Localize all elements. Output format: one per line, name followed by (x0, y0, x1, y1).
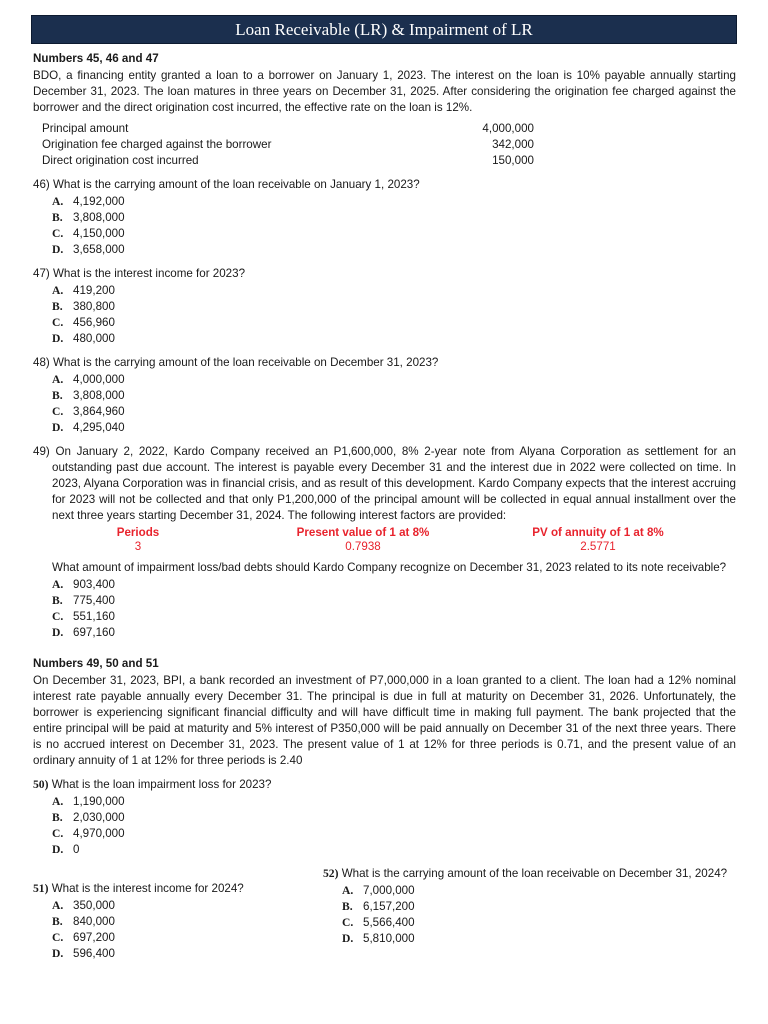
given-row (42, 153, 534, 169)
option-value: 3,808,000 (73, 389, 125, 402)
option-value: 4,295,040 (73, 421, 125, 434)
option-letter: C. (52, 610, 64, 623)
option-letter: D. (52, 243, 64, 256)
option-letter: D. (52, 947, 64, 960)
given-value: 342,000 (492, 138, 534, 151)
question-46 (33, 177, 736, 258)
option-value: 350,000 (73, 899, 115, 912)
option-value: 456,960 (73, 316, 115, 329)
option-value: 697,160 (73, 626, 115, 639)
question-51 (33, 881, 323, 962)
answer-options (52, 794, 736, 858)
factor-column (483, 526, 713, 554)
answer-option (52, 226, 736, 242)
option-value: 5,566,400 (363, 916, 415, 929)
answer-options (52, 372, 736, 436)
answer-option (52, 315, 736, 331)
answer-option (342, 931, 736, 947)
option-letter: B. (52, 594, 63, 607)
given-value: 150,000 (492, 154, 534, 167)
option-letter: B. (342, 900, 353, 913)
question-text: 48) What is the carrying amount of the loan receivable on December 31, 2023? (33, 356, 439, 369)
option-value: 596,400 (73, 947, 115, 960)
option-letter: C. (52, 227, 64, 240)
two-column-questions (33, 866, 736, 962)
factor-column (243, 526, 483, 554)
option-value: 419,200 (73, 284, 115, 297)
answer-option (52, 388, 736, 404)
answer-option (52, 794, 736, 810)
question-number: 52) (323, 867, 339, 880)
option-value: 4,000,000 (73, 373, 125, 386)
question-49 (33, 444, 736, 641)
option-letter: C. (52, 827, 64, 840)
given-data-table (42, 121, 534, 169)
factor-value: 0.7938 (345, 540, 381, 553)
option-value: 5,810,000 (363, 932, 415, 945)
question-body: What is the interest income for 2024? (51, 882, 244, 895)
question-text (33, 881, 323, 897)
option-value: 0 (73, 843, 80, 856)
answer-option (342, 915, 736, 931)
option-letter: D. (342, 932, 354, 945)
given-label: Direct origination cost incurred (42, 154, 199, 167)
answer-options (342, 883, 736, 947)
interest-factors-table (33, 526, 736, 554)
option-value: 4,192,000 (73, 195, 125, 208)
question-text (33, 777, 736, 793)
answer-option (52, 898, 323, 914)
option-value: 903,400 (73, 578, 115, 591)
option-value: 551,160 (73, 610, 115, 623)
option-letter: C. (52, 931, 64, 944)
answer-option (52, 299, 736, 315)
answer-options (52, 194, 736, 258)
option-letter: C. (342, 916, 354, 929)
given-label: Principal amount (42, 122, 129, 135)
factor-head: Periods (116, 526, 160, 539)
given-row (42, 121, 534, 137)
section-title: Numbers 45, 46 and 47 (33, 52, 159, 65)
document-content (33, 52, 736, 962)
given-value: 4,000,000 (482, 122, 534, 135)
factor-head: PV of annuity of 1 at 8% (532, 526, 664, 539)
option-letter: B. (52, 811, 63, 824)
answer-option (52, 242, 736, 258)
question-text (323, 866, 736, 882)
option-value: 4,970,000 (73, 827, 125, 840)
option-value: 697,200 (73, 931, 115, 944)
answer-option (52, 914, 323, 930)
answer-option (52, 593, 736, 609)
question-52 (323, 866, 736, 962)
option-letter: D. (52, 626, 64, 639)
option-value: 3,864,960 (73, 405, 125, 418)
option-value: 3,658,000 (73, 243, 125, 256)
option-letter: B. (52, 211, 63, 224)
option-letter: A. (342, 884, 354, 897)
factor-value: 3 (134, 540, 142, 553)
option-letter: B. (52, 300, 63, 313)
answer-option (52, 826, 736, 842)
answer-option (52, 625, 736, 641)
answer-option (52, 930, 323, 946)
answer-option (52, 810, 736, 826)
answer-option (52, 609, 736, 625)
answer-option (52, 420, 736, 436)
option-value: 6,157,200 (363, 900, 415, 913)
question-text: 49) On January 2, 2022, Kardo Company received an P1,600,000, 8% 2-year note from Alyana Corporation as settlement for an outstanding past due account. The interest is payable every December 31 and the interest due in 2022 were collected on time. In 2023, Alyana Corporation was in financial crisis, and as result of this development. Kardo Company expects that the interest accruing for 2023 will not be collected and that only P1,200,000 of the principal amount will be collected in equal annual installment over the next three years starting December 31, 2024. The following interest factors are provided: (33, 445, 736, 522)
question-followup: What amount of impairment loss/bad debts should Kardo Company recognize on December 31, 2023 related to its note receivable? (52, 561, 727, 574)
answer-option (52, 577, 736, 593)
option-letter: C. (52, 405, 64, 418)
factor-column (33, 526, 243, 554)
option-letter: A. (52, 578, 64, 591)
section-title: Numbers 49, 50 and 51 (33, 657, 159, 670)
question-number: 51) (33, 882, 49, 895)
page-title: Loan Receivable (LR) & Impairment of LR (235, 19, 533, 39)
factor-head: Present value of 1 at 8% (296, 526, 430, 539)
answer-option (52, 842, 736, 858)
problem-text: BDO, a financing entity granted a loan to a borrower on January 1, 2023. The interest on the loan is 10% payable annually starting December 31, 2023. The loan matures in three years on December 31, 2025. After considering the origination fee charged against the borrower and the direct origination cost incurred, the effective rate on the loan is 12%. (33, 69, 736, 114)
option-letter: D. (52, 843, 64, 856)
option-value: 2,030,000 (73, 811, 125, 824)
question-50 (33, 777, 736, 858)
answer-option (52, 283, 736, 299)
option-value: 1,190,000 (73, 795, 125, 808)
option-value: 480,000 (73, 332, 115, 345)
answer-option (52, 946, 323, 962)
answer-option (52, 194, 736, 210)
question-text: 46) What is the carrying amount of the loan receivable on January 1, 2023? (33, 178, 420, 191)
option-value: 7,000,000 (363, 884, 415, 897)
question-number: 50) (33, 778, 49, 791)
answer-options (52, 898, 323, 962)
problem-text: On December 31, 2023, BPI, a bank recorded an investment of P7,000,000 in a loan granted to a client. The loan had a 12% nominal interest rate payable annually every December 31. The principal is due in full at maturity on December 31, 2026. Unfortunately, the borrower is experiencing significant financial difficulty and will have difficult time in making full payment. The bank projected that the entire principal will be paid at maturity and 5% interest of P350,000 will be paid annually on December 31 of the next three years. There is no accrued interest on December 31, 2023. The present value of 1 at 12% for three periods is 0.71, and the present value of an ordinary annuity of 1 at 12% for three periods is 2.40 (33, 674, 736, 767)
question-body: What is the loan impairment loss for 2023? (51, 778, 272, 791)
factor-value: 2.5771 (580, 540, 616, 553)
option-letter: A. (52, 373, 64, 386)
option-value: 4,150,000 (73, 227, 125, 240)
answer-option (52, 404, 736, 420)
given-row (42, 137, 534, 153)
option-value: 775,400 (73, 594, 115, 607)
option-letter: A. (52, 284, 64, 297)
page-title-banner (31, 15, 737, 44)
answer-options (52, 577, 736, 641)
option-value: 3,808,000 (73, 211, 125, 224)
question-text: 47) What is the interest income for 2023? (33, 267, 246, 280)
answer-option (52, 331, 736, 347)
answer-options (52, 283, 736, 347)
question-body: What is the carrying amount of the loan receivable on December 31, 2024? (341, 867, 728, 880)
given-label: Origination fee charged against the borrower (42, 138, 272, 151)
option-letter: B. (52, 915, 63, 928)
option-letter: D. (52, 332, 64, 345)
option-letter: A. (52, 195, 64, 208)
option-letter: A. (52, 795, 64, 808)
option-letter: A. (52, 899, 64, 912)
option-letter: C. (52, 316, 64, 329)
option-value: 380,800 (73, 300, 115, 313)
option-letter: D. (52, 421, 64, 434)
option-value: 840,000 (73, 915, 115, 928)
answer-option (342, 899, 736, 915)
option-letter: B. (52, 389, 63, 402)
question-48 (33, 355, 736, 436)
answer-option (52, 210, 736, 226)
answer-option (52, 372, 736, 388)
answer-option (342, 883, 736, 899)
question-47 (33, 266, 736, 347)
